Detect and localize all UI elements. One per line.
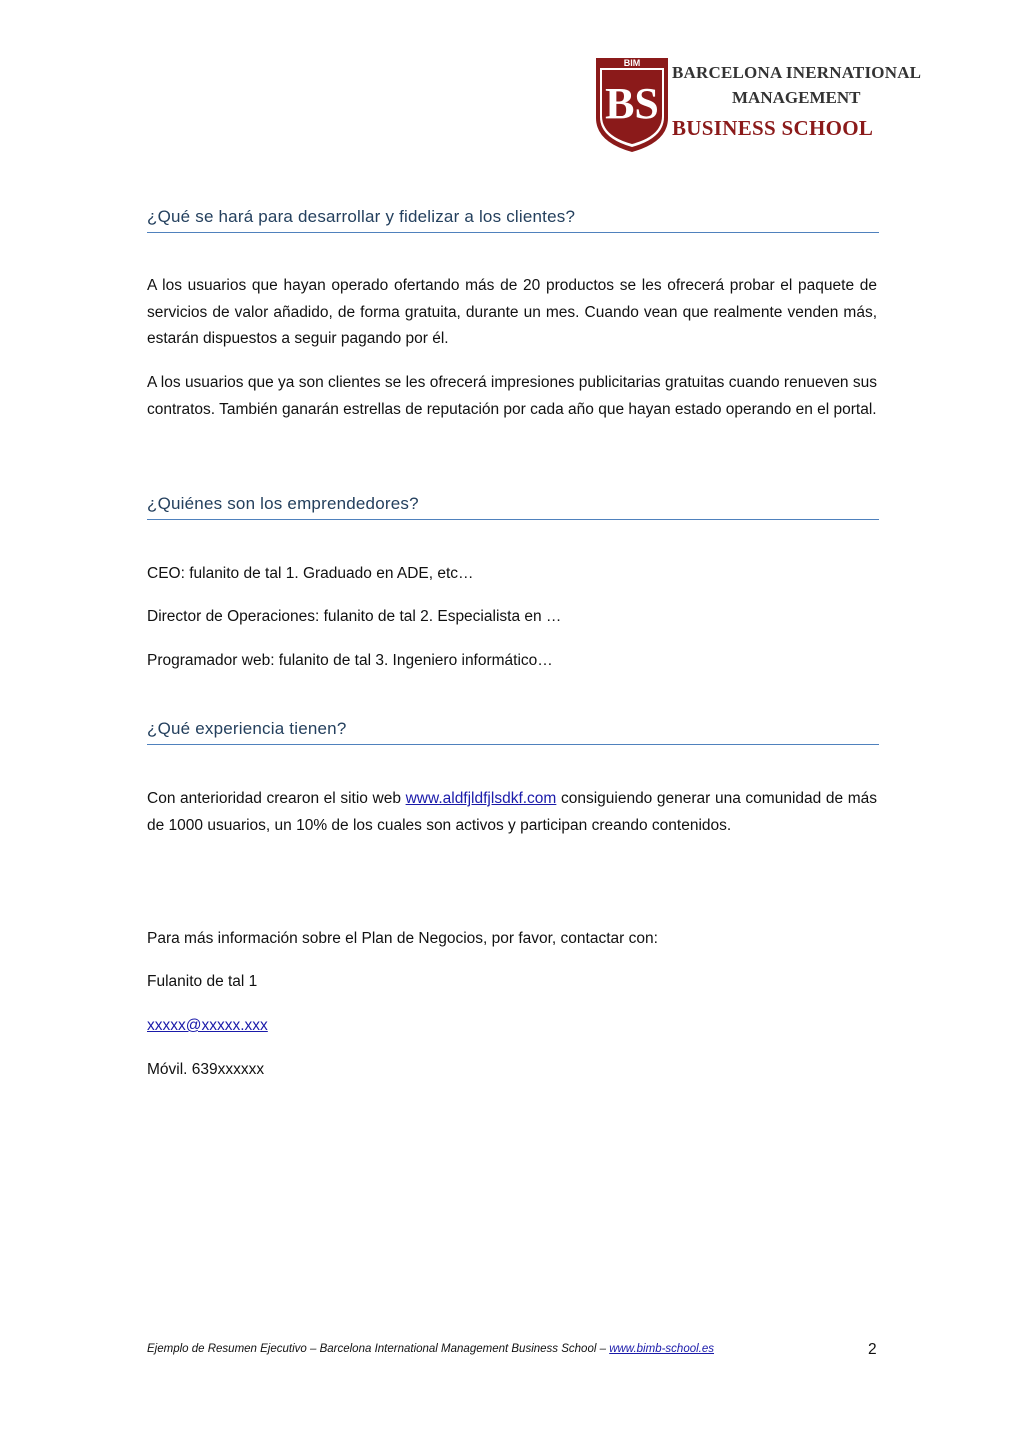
website-link[interactable]: www.aldfjldfjlsdkf.com xyxy=(405,790,557,807)
paragraph-clientes-1: A los usuarios que hayan operado ofertando más de 20 productos se les ofrecerá probar el paquete de servicios de valor añadido, de forma gratuita, durante un mes. Cuando vean que realmente venden más, estarán dispuestos a seguir pagando por él. xyxy=(147,277,877,347)
footer-website-link[interactable]: www.bimb-school.es xyxy=(609,1343,715,1355)
logo-badge-top: BIM xyxy=(623,58,641,68)
logo-line-1: BARCELONA INERNATIONAL xyxy=(672,63,922,82)
paragraph-experiencia xyxy=(147,786,877,839)
paragraph-experiencia-start: Con anterioridad crearon el sitio web xyxy=(147,790,406,807)
list-item-director: Director de Operaciones: fulanito de tal 2. Especialista en … xyxy=(147,608,562,625)
heading-experiencia: ¿Qué experiencia tienen? xyxy=(147,719,879,745)
contact-email-row xyxy=(147,1017,268,1035)
list-item-programador: Programador web: fulanito de tal 3. Ingeniero informático… xyxy=(147,652,553,669)
logo-badge-letters: BS xyxy=(605,79,659,128)
list-item-ceo: CEO: fulanito de tal 1. Graduado en ADE, etc… xyxy=(147,565,474,582)
paragraph-clientes-2: A los usuarios que ya son clientes se les ofrecerá impresiones publicitarias gratuitas cuando renueven sus contratos. También ganarán estrellas de reputación por cada año que hayan estado operando en el portal. xyxy=(147,374,877,418)
logo-line-2: MANAGEMENT xyxy=(732,88,861,107)
email-link[interactable]: xxxxx@xxxxx.xxx xyxy=(147,1017,268,1034)
footer-text: Ejemplo de Resumen Ejecutivo – Barcelona International Management Business School – xyxy=(147,1343,610,1355)
logo-line-3: BUSINESS SCHOOL xyxy=(672,116,874,140)
school-logo xyxy=(594,56,924,154)
contact-phone: Móvil. 639xxxxxx xyxy=(147,1061,265,1078)
paragraph-experiencia-end: consiguiendo generar una comunidad de más de 1000 usuarios, un 10% de los cuales son activos y participan creando contenidos. xyxy=(147,790,878,834)
page-number: 2 xyxy=(868,1341,877,1358)
contact-name: Fulanito de tal 1 xyxy=(147,973,258,990)
page-footer xyxy=(147,1343,714,1355)
heading-clientes: ¿Qué se hará para desarrollar y fidelizar a los clientes? xyxy=(147,207,879,233)
shield-icon xyxy=(594,56,670,154)
contact-intro: Para más información sobre el Plan de Negocios, por favor, contactar con: xyxy=(147,930,658,947)
heading-emprendedores: ¿Quiénes son los emprendedores? xyxy=(147,494,879,520)
